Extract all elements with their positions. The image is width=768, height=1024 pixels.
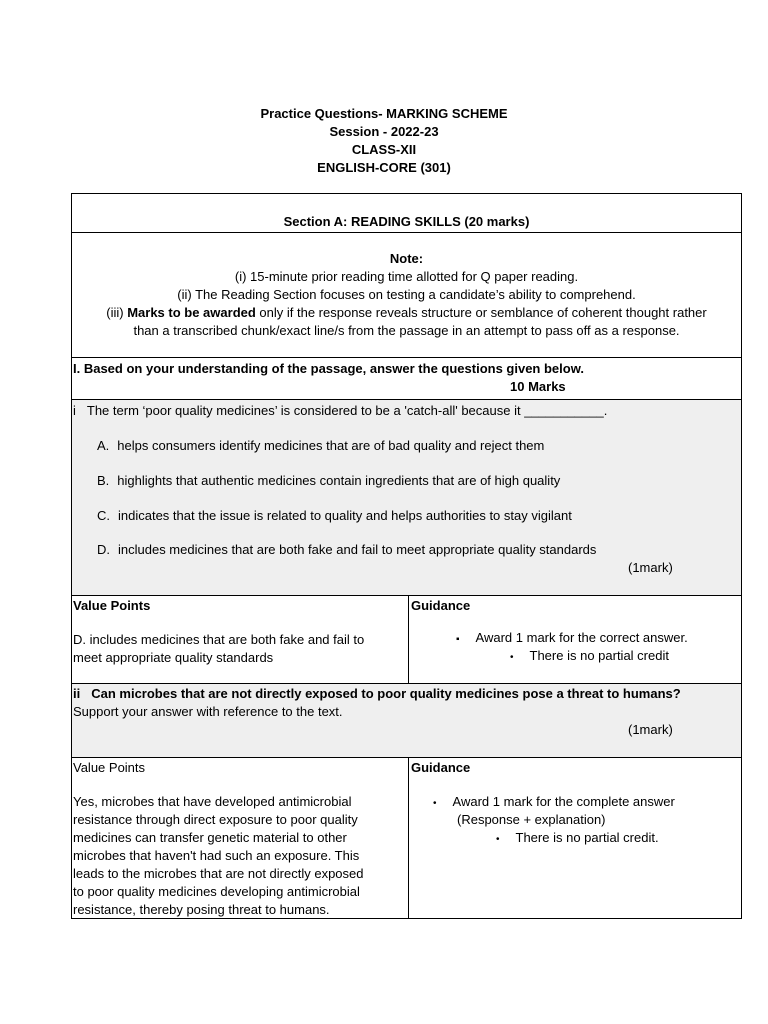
part1-instruction-row: [71, 357, 742, 400]
answer-2-divider: [408, 758, 409, 918]
option-a-text: helps consumers identify medicines that are of bad quality and reject them: [117, 438, 545, 453]
question-2-box: [71, 683, 742, 758]
option-c-text: indicates that the issue is related to quality and helps authorities to stay vigilant: [118, 508, 572, 523]
question-1-number: i: [73, 403, 76, 418]
answer-2-value-line: to poor quality medicines developing antimicrobial: [73, 884, 360, 899]
question-1-text: The term ‘poor quality medicines’ is considered to be a 'catch-all' because it ___________.: [86, 403, 608, 418]
answer-1-guidance-1: [456, 630, 688, 645]
answer-1-value-line-2: meet appropriate quality standards: [73, 650, 274, 665]
option-a: [97, 438, 544, 453]
answer-2-value-line: resistance, thereby posing threat to humans.: [73, 902, 330, 917]
note-line-3-rest: only if the response reveals structure or semblance of coherent thought rather: [255, 305, 707, 320]
answer-2-guidance-1-text: Award 1 mark for the complete answer: [452, 794, 675, 809]
subject-label: ENGLISH-CORE (301): [317, 160, 451, 175]
option-b-letter: B.: [97, 473, 110, 488]
section-title: Section A: READING SKILLS (20 marks): [283, 214, 530, 229]
answer-2-value-line: leads to the microbes that are not directly exposed: [73, 866, 364, 881]
option-a-letter: A.: [97, 438, 110, 453]
option-c: [97, 508, 572, 523]
note-heading: Note:: [389, 251, 424, 266]
question-1: [73, 403, 607, 418]
class-label: CLASS-XII: [351, 142, 417, 157]
bullet-icon: ▪: [456, 634, 460, 645]
bullet-icon: •: [496, 834, 500, 845]
option-d: [97, 542, 596, 557]
note-line-1: (i) 15-minute prior reading time allotted for Q paper reading.: [234, 269, 579, 284]
answer-2-guidance-1b: (Response + explanation): [457, 812, 606, 827]
option-b-text: highlights that authentic medicines contain ingredients that are of high quality: [117, 473, 561, 488]
answer-2-guidance-2-text: There is no partial credit.: [515, 830, 659, 845]
question-1-marks: (1mark): [628, 560, 673, 575]
guidance-heading: Guidance: [411, 598, 471, 613]
part1-marks: 10 Marks: [510, 379, 566, 394]
section-title-row: [71, 193, 742, 233]
answer-2-guidance-2: [496, 830, 659, 845]
part1-instruction: I. Based on your understanding of the passage, answer the questions given below.: [73, 361, 584, 376]
question-2-line-2: Support your answer with reference to the text.: [73, 704, 343, 719]
question-2: [73, 686, 681, 701]
doc-title: Practice Questions- MARKING SCHEME: [260, 106, 508, 121]
answer-2-table: [71, 757, 742, 919]
answer-1-guidance-2: [510, 648, 669, 663]
answer-2-value-line: microbes that haven't had such an exposure. This: [73, 848, 360, 863]
note-line-3-prefix: (iii): [106, 305, 128, 320]
option-b: [97, 473, 560, 488]
note-line-3: [72, 305, 741, 320]
bullet-icon: •: [433, 798, 437, 809]
note-line-3-bold: Marks to be awarded: [127, 305, 256, 320]
answer-1-value-line-1: D. includes medicines that are both fake and fail to: [73, 632, 365, 647]
answer-1-table: [71, 595, 742, 684]
option-c-letter: C.: [97, 508, 110, 523]
question-2-line-1: Can microbes that are not directly exposed to poor quality medicines pose a threat to humans?: [91, 686, 681, 701]
answer-2-value-line: resistance through direct exposure to poor quality: [73, 812, 358, 827]
value-points-heading: Value Points: [73, 598, 151, 613]
answer-2-value-line: medicines can transfer genetic material to other: [73, 830, 347, 845]
guidance-heading: Guidance: [411, 760, 471, 775]
note-box: [71, 232, 742, 358]
answer-2-value-line: Yes, microbes that have developed antimicrobial: [73, 794, 352, 809]
session-label: Session - 2022-23: [329, 124, 439, 139]
option-d-letter: D.: [97, 542, 110, 557]
option-d-text: includes medicines that are both fake and fail to meet appropriate quality standards: [118, 542, 597, 557]
answer-2-guidance-1: [433, 794, 675, 809]
bullet-icon: •: [510, 652, 514, 663]
answer-1-guidance-2-text: There is no partial credit: [529, 648, 669, 663]
question-1-box: [71, 399, 742, 596]
question-2-marks: (1mark): [628, 722, 673, 737]
question-2-number: ii: [73, 686, 81, 701]
note-line-2: (ii) The Reading Section focuses on testing a candidate’s ability to comprehend.: [177, 287, 636, 302]
value-points-heading: Value Points: [73, 760, 146, 775]
note-line-4: than a transcribed chunk/exact line/s from the passage in an attempt to pass off as a response.: [133, 323, 680, 338]
answer-1-divider: [408, 596, 409, 683]
answer-1-guidance-1-text: Award 1 mark for the correct answer.: [475, 630, 688, 645]
